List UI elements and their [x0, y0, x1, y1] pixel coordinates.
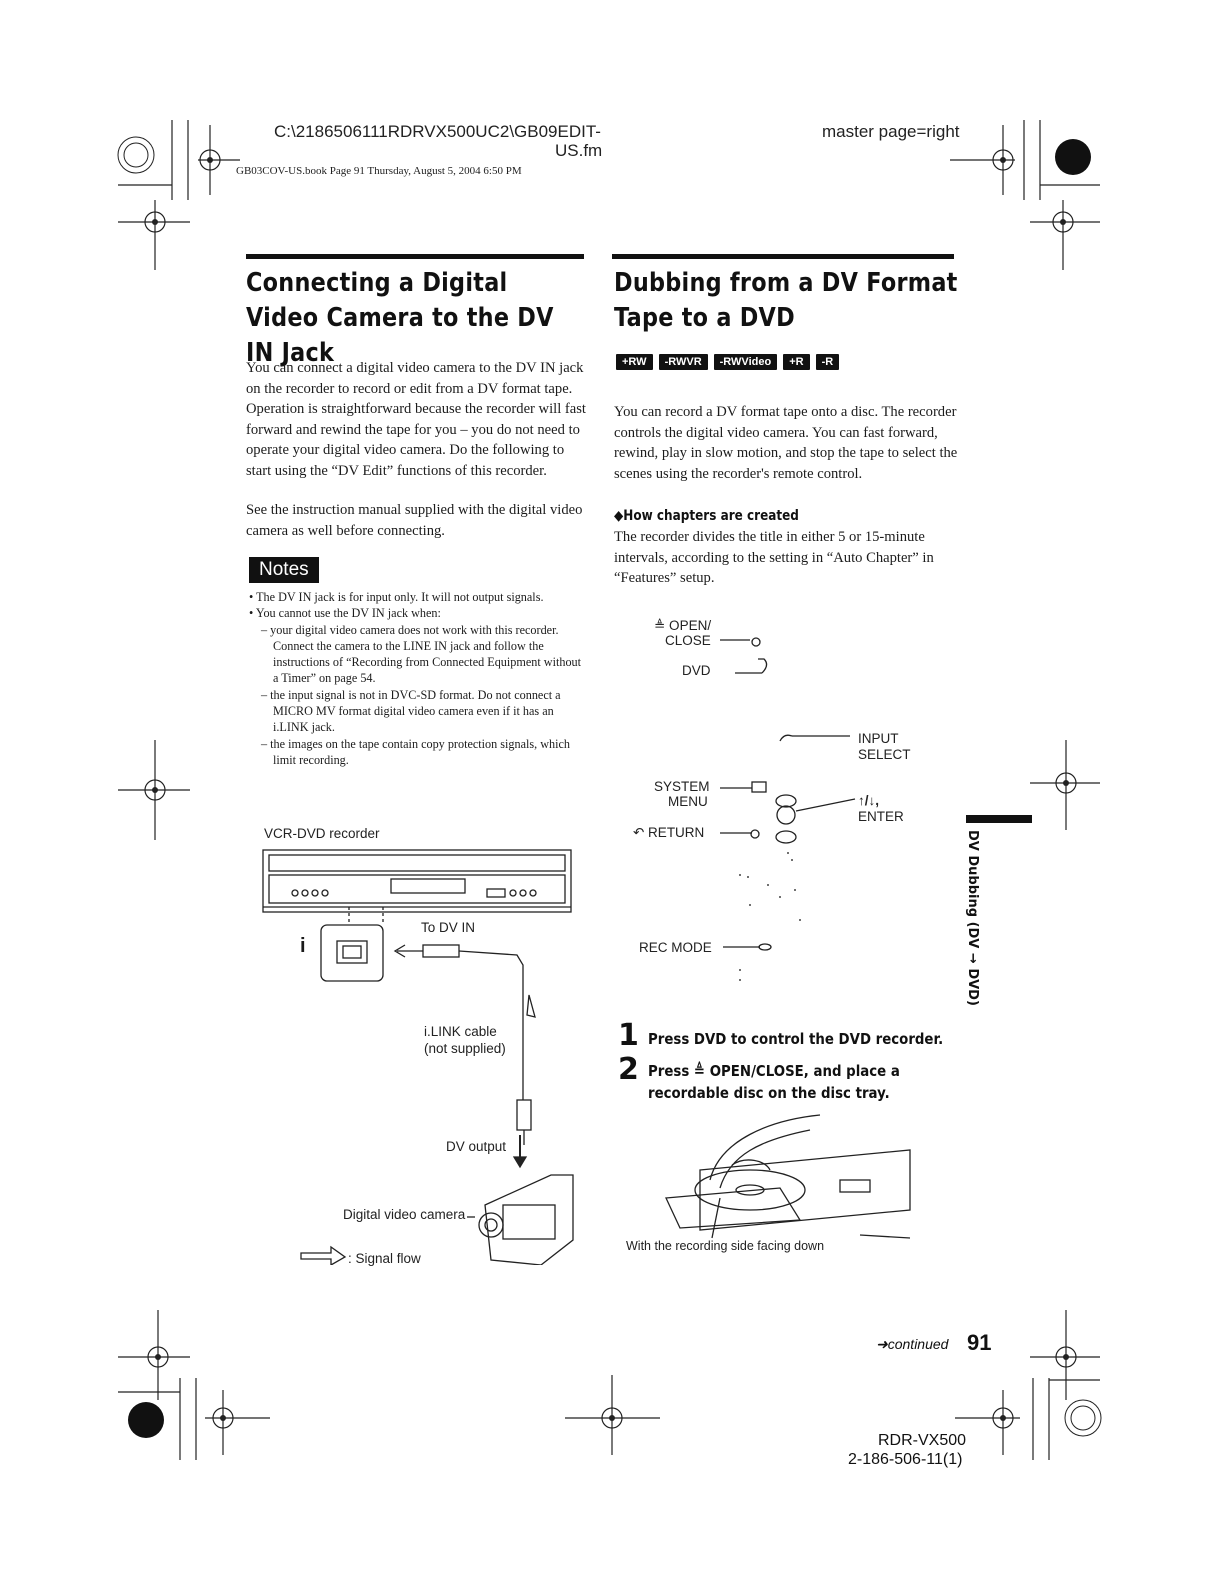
not-supplied-label: (not supplied) — [424, 1041, 506, 1056]
disc-caption: With the recording side facing down — [626, 1239, 825, 1253]
digital-video-camera-label: Digital video camera — [343, 1207, 466, 1222]
master-page-label: master page=right — [822, 122, 960, 141]
left-intro-text-2: See the instruction manual supplied with the digital video camera as well before connecting. — [246, 502, 583, 539]
dv-in-jack-closeup — [321, 925, 383, 981]
file-path-line2: US.fm — [555, 141, 603, 160]
left-title-rule — [246, 254, 584, 259]
ilink-cable-label: i.LINK cable — [424, 1024, 497, 1039]
step-1-text: Press DVD to control the DVD recorder. — [648, 1030, 944, 1048]
step-2-number: 2 — [618, 1052, 639, 1087]
part-code: 2-186-506-11(1) — [848, 1451, 963, 1468]
dvd-button — [758, 659, 767, 673]
return-button — [751, 830, 759, 838]
format-badge-plus-rw: +RW — [616, 354, 653, 370]
rec-mode-label: REC MODE — [639, 940, 712, 955]
rec-mode-button — [759, 944, 771, 950]
arrow-enter-button — [777, 806, 795, 824]
ilink-plug — [423, 945, 459, 957]
continued-label: ➜continued — [876, 1336, 949, 1352]
chapters-subhead: ◆How chapters are created — [614, 508, 799, 524]
page-number: 91 — [967, 1330, 992, 1355]
note-item: • The DV IN jack is for input only. It will not output signals. — [249, 590, 544, 604]
arrows-label: ↑/↓, — [858, 793, 880, 808]
open-close-label-1: ≜ OPEN/ — [654, 618, 712, 633]
right-intro-text: You can record a DV format tape onto a disc. The recorder controls the digital video camera. You can fast forward, rewind, play in slow motion, and stop the tape to select the scenes using the recorder's remote control. — [614, 404, 958, 482]
left-intro-text: You can connect a digital video camera to the DV IN jack on the recorder to record or edit from a DV format tape. Operation is straightforward because the recorder will fast forward and rewind the tape for you – you do not need to operate your digital video camera. Do the following to start using the “DV Edit” functions of this recorder. — [246, 360, 586, 479]
system-menu-button — [752, 782, 766, 792]
to-dv-in-label: To DV IN — [421, 920, 476, 935]
dv-output-plug — [517, 1100, 531, 1130]
dvd-label: DVD — [682, 663, 711, 678]
book-info: GB03COV-US.book Page 91 Thursday, August 5, 2004 6:50 PM — [236, 165, 522, 177]
input-select-button — [780, 735, 792, 741]
return-label: ↶ RETURN — [633, 825, 705, 840]
format-badge-minus-rw-video: -RWVideo — [714, 354, 778, 370]
dv-output-label: DV output — [446, 1139, 507, 1154]
ilink-icon: i — [300, 935, 306, 957]
model-number: RDR-VX500 — [878, 1432, 967, 1449]
right-title-rule — [612, 254, 954, 259]
side-tab-bar — [966, 815, 1032, 823]
open-close-label-2: CLOSE — [665, 633, 711, 648]
disc-tray-illustration — [660, 1110, 920, 1250]
menu-label: MENU — [668, 794, 708, 809]
signal-flow-label: : Signal flow — [348, 1251, 421, 1266]
notes-list — [249, 589, 589, 768]
vcr-dvd-recorder-label: VCR-DVD recorder — [264, 826, 380, 841]
side-tab-text: DV Dubbing (DV → DVD) — [965, 830, 980, 1006]
note-item: – your digital video camera does not work with this recorder. Connect the camera to the LINE IN jack and follow the instructions of “Recording from Connected Equipment without a Timer” on page 54. — [261, 622, 582, 686]
signal-flow-arrow — [301, 1247, 345, 1265]
digital-video-camera — [485, 1175, 573, 1265]
file-path-line1: C:\2186506111RDRVX500UC2\GB09EDIT- — [274, 122, 601, 141]
note-item: – the input signal is not in DVC-SD format. Do not connect a MICRO MV format digital video camera even if it has an i.LINK jack. — [261, 687, 561, 735]
note-item: • You cannot use the DV IN jack when: — [249, 606, 441, 621]
format-badge-minus-rw-vr: -RWVR — [659, 354, 708, 370]
system-label: SYSTEM — [654, 779, 710, 794]
notes-badge: Notes — [249, 557, 319, 583]
note-item: – the images on the tape contain copy protection signals, which limit recording. — [261, 736, 571, 767]
enter-label: ENTER — [858, 809, 904, 824]
select-label: SELECT — [858, 747, 911, 762]
chapters-text: The recorder divides the title in either 5 or 15-minute intervals, according to the setting in “Auto Chapter” in “Features” setup. — [614, 529, 934, 586]
format-badge-minus-r: -R — [816, 354, 840, 370]
format-badge-plus-r: +R — [783, 354, 809, 370]
right-section-title: Dubbing from a DV Format Tape to a DVD — [614, 268, 958, 333]
left-section-title: Connecting a Digital Video Camera to the DV IN Jack — [246, 268, 554, 368]
format-badges — [616, 354, 839, 370]
input-label: INPUT — [858, 731, 899, 746]
step-1-number: 1 — [618, 1018, 639, 1053]
step-2-text: Press ≜ OPEN/CLOSE, and place a recordable disc on the disc tray. — [648, 1062, 900, 1102]
open-close-button — [752, 638, 760, 646]
